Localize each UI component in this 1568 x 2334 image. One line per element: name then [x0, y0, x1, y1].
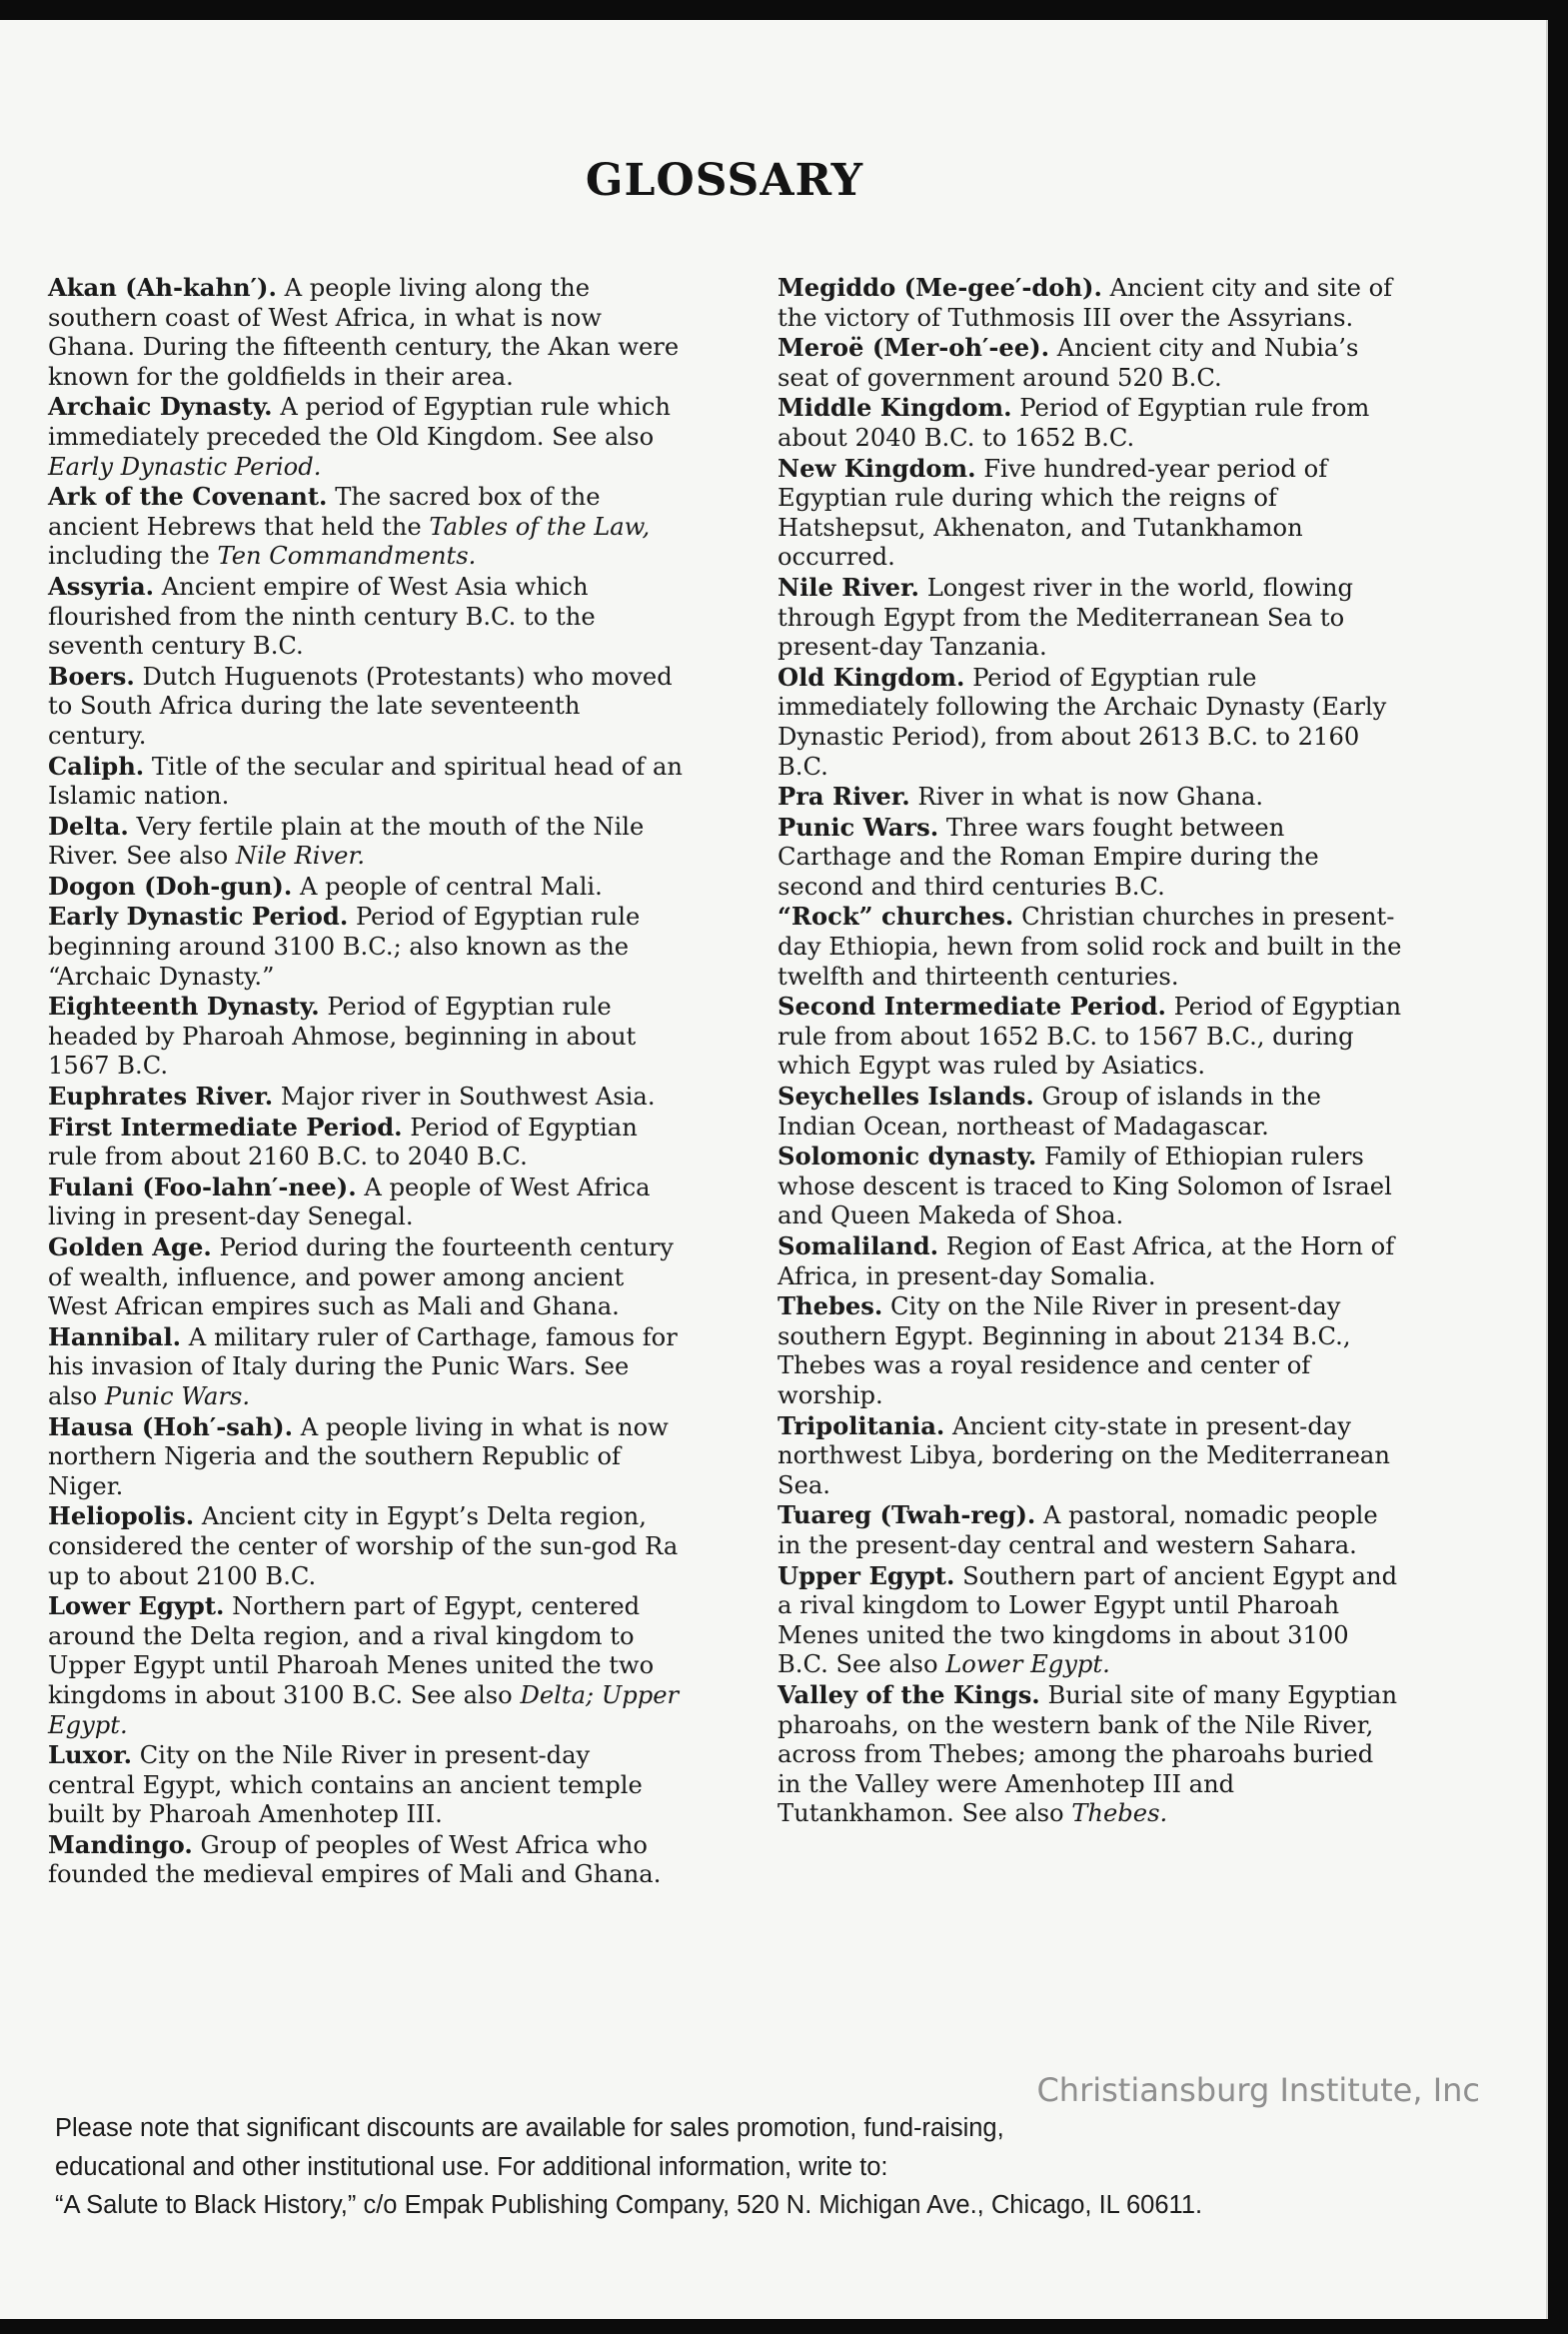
glossary-term: Ark of the Covenant. — [48, 482, 328, 512]
glossary-term: Caliph. — [48, 751, 145, 781]
glossary-definition: Ancient city and site of the victory of Tuthmosis III over the Assyrians. — [778, 274, 1393, 332]
glossary-term: Akan (Ah-kahn′). — [48, 273, 277, 302]
glossary-page — [0, 20, 1548, 2319]
glossary-cross-reference: Delta; Upper Egypt. — [48, 1680, 680, 1739]
glossary-entry — [48, 812, 683, 872]
glossary-term: Euphrates River. — [48, 1082, 274, 1112]
glossary-term: Delta. — [48, 811, 129, 841]
glossary-entry — [778, 1500, 1402, 1560]
glossary-definition: Period of Egyptian rule from about 1652 B.C. to 1567 B.C., during which Egypt was ruled by Asiatics. — [778, 993, 1402, 1081]
glossary-entry — [48, 1501, 683, 1591]
glossary-term: Solomonic dynasty. — [778, 1142, 1037, 1171]
glossary-cross-reference: Nile River. — [235, 842, 366, 871]
glossary-definition: Northern part of Egypt, centered around the Delta region, and a rival kingdom to Upper Egypt until Pharoah Menes united the two kingdoms in about 3100 B.C. See also — [48, 1592, 655, 1709]
glossary-entry — [778, 1680, 1402, 1829]
glossary-entry — [48, 482, 683, 572]
glossary-definition: City on the Nile River in present-day southern Egypt. Beginning in about 2134 B.C., Thebes was a royal residence and center of worship. — [778, 1292, 1351, 1409]
glossary-term: Megiddo (Me-gee′-doh). — [778, 273, 1102, 302]
glossary-term: Archaic Dynasty. — [48, 392, 273, 422]
publisher-note — [55, 2109, 1504, 2225]
glossary-definition: Period of Egyptian rule beginning around 3100 B.C.; also known as the “Archaic Dynasty.” — [48, 903, 641, 991]
glossary-entry — [48, 992, 683, 1082]
glossary-term: Fulani (Foo-lahn′-nee). — [48, 1171, 357, 1201]
glossary-definition: Dutch Huguenots (Protestants) who moved to South Africa during the late seventeenth century. — [48, 662, 673, 750]
glossary-definition: A people living in what is now northern Nigeria and the southern Republic of Niger. — [48, 1412, 669, 1500]
glossary-entry — [778, 1082, 1402, 1142]
glossary-term: Early Dynastic Period. — [48, 902, 349, 932]
glossary-column-right — [778, 273, 1402, 1829]
glossary-term: Middle Kingdom. — [778, 393, 1012, 423]
glossary-term: Punic Wars. — [778, 812, 939, 842]
glossary-definition: Group of peoples of West Africa who founded the medieval empires of Mali and Ghana. — [48, 1830, 662, 1889]
glossary-term: New Kingdom. — [778, 453, 976, 483]
glossary-entry — [778, 1142, 1402, 1231]
glossary-entry — [778, 902, 1402, 992]
glossary-definition: Period during the fourteenth century of wealth, influence, and power among ancient West African empires such as Mali and Ghana. — [48, 1233, 674, 1321]
glossary-definition: Major river in Southwest Asia. — [280, 1083, 656, 1112]
glossary-cross-reference: Thebes. — [1071, 1799, 1168, 1828]
glossary-cross-reference: Punic Wars. — [104, 1381, 251, 1410]
glossary-entry — [778, 333, 1402, 393]
glossary-term: Upper Egypt. — [778, 1560, 955, 1590]
glossary-definition: Group of islands in the Indian Ocean, northeast of Madagascar. — [778, 1083, 1321, 1141]
glossary-definition: Christian churches in present-day Ethiopia, hewn from solid rock and built in the twelfth and thirteenth centuries. — [778, 903, 1402, 991]
glossary-definition: Ancient city and Nubia’s seat of government around 520 B.C. — [778, 334, 1359, 392]
glossary-entry — [48, 902, 683, 992]
glossary-entry — [48, 752, 683, 812]
glossary-definition: Period of Egyptian rule from about 2160 B.C. to 2040 B.C. — [48, 1113, 638, 1171]
glossary-entry — [778, 573, 1402, 663]
glossary-definition: Very fertile plain at the mouth of the Nile River. See also — [48, 812, 645, 871]
glossary-definition: City on the Nile River in present-day central Egypt, which contains an ancient temple built by Pharoah Amenhotep III. — [48, 1741, 643, 1829]
glossary-entry — [48, 662, 683, 752]
glossary-entry — [778, 1231, 1402, 1291]
watermark: Christiansburg Institute, Inc — [1036, 2071, 1480, 2109]
glossary-entry — [778, 782, 1402, 813]
glossary-definition: Period of Egyptian rule headed by Pharoah Ahmose, beginning in about 1567 B.C. — [48, 993, 637, 1081]
glossary-entry — [48, 572, 683, 662]
glossary-entry — [48, 1322, 683, 1412]
glossary-definition: Period of Egyptian rule from about 2040 B.C. to 1652 B.C. — [778, 394, 1370, 452]
glossary-term: Lower Egypt. — [48, 1591, 225, 1621]
glossary-definition: A period of Egyptian rule which immediately preceded the Old Kingdom. See also — [48, 393, 671, 451]
publisher-address: “A Salute to Black History,” c/o Empak Publishing Company, 520 N. Michigan Ave., Chicago, IL 60611. — [55, 2191, 1203, 2219]
glossary-entry — [778, 813, 1402, 903]
glossary-definition: Southern part of ancient Egypt and a rival kingdom to Lower Egypt until Pharoah Menes united the two kingdoms in about 3100 B.C. See also — [778, 1561, 1398, 1679]
glossary-definition: A military ruler of Carthage, famous for his invasion of Italy during the Punic Wars. See also — [48, 1322, 678, 1410]
glossary-entry — [48, 1172, 683, 1232]
glossary-cross-reference: Ten Commandments. — [217, 542, 477, 571]
glossary-entry — [48, 273, 683, 392]
glossary-term: Pra River. — [778, 782, 910, 812]
glossary-term: Eighteenth Dynasty. — [48, 992, 320, 1022]
glossary-definition: Three wars fought between Carthage and the Roman Empire during the second and third centuries B.C. — [778, 813, 1319, 901]
glossary-entry — [778, 1411, 1402, 1501]
glossary-cross-reference: Tables of the Law, — [429, 512, 651, 541]
glossary-entry — [48, 1232, 683, 1322]
glossary-term: Golden Age. — [48, 1232, 212, 1261]
glossary-definition: A pastoral, nomadic people in the present-day central and western Sahara. — [778, 1501, 1378, 1559]
glossary-entry — [778, 393, 1402, 453]
glossary-definition: Title of the secular and spiritual head of an Islamic nation. — [48, 752, 683, 811]
glossary-definition: Period of Egyptian rule immediately following the Archaic Dynasty (Early Dynastic Period), from about 2613 B.C. to 2160 B.C. — [778, 663, 1387, 781]
glossary-entry — [778, 1561, 1402, 1680]
glossary-entry — [48, 1082, 683, 1113]
glossary-term: Tuareg (Twah-reg). — [778, 1500, 1036, 1530]
glossary-entry — [778, 663, 1402, 782]
glossary-term: Meroë (Mer-oh′-ee). — [778, 333, 1050, 363]
glossary-cross-reference: Lower Egypt. — [945, 1650, 1110, 1679]
glossary-term: Hannibal. — [48, 1321, 182, 1351]
glossary-definition: Region of East Africa, at the Horn of Africa, in present-day Somalia. — [778, 1232, 1395, 1290]
glossary-term: First Intermediate Period. — [48, 1112, 403, 1142]
glossary-term: Assyria. — [48, 571, 155, 601]
glossary-term: Thebes. — [778, 1291, 883, 1321]
glossary-definition: including the — [48, 542, 218, 571]
glossary-entry — [778, 992, 1402, 1082]
glossary-definition: Ancient empire of West Asia which flourished from the ninth century B.C. to the seventh century B.C. — [48, 572, 596, 661]
glossary-definition: Five hundred-year period of Egyptian rule during which the reigns of Hatshepsut, Akhenaton, and Tutankhamon occurred. — [778, 454, 1328, 572]
glossary-term: Nile River. — [778, 572, 919, 602]
publisher-note-line: Please note that significant discounts are available for sales promotion, fund-raising, — [55, 2114, 1004, 2142]
glossary-entry — [778, 1291, 1402, 1410]
glossary-entry — [48, 392, 683, 482]
glossary-definition: A people living along the southern coast of West Africa, in what is now Ghana. During the fifteenth century, the Akan were known for the goldfields in their area. — [48, 274, 680, 391]
glossary-entry — [48, 1740, 683, 1830]
glossary-term: Old Kingdom. — [778, 662, 965, 692]
glossary-definition: Longest river in the world, flowing through Egypt from the Mediterranean Sea to present-day Tanzania. — [778, 573, 1353, 662]
glossary-entry — [48, 872, 683, 903]
glossary-term: Somaliland. — [778, 1231, 939, 1260]
page-title: GLOSSARY — [585, 155, 864, 206]
glossary-term: Hausa (Hoh′-sah). — [48, 1411, 293, 1441]
glossary-term: Heliopolis. — [48, 1501, 195, 1531]
glossary-definition: The sacred box of the ancient Hebrews that held the — [48, 483, 601, 541]
glossary-definition: Ancient city-state in present-day northwest Libya, bordering on the Mediterranean Sea. — [778, 1411, 1390, 1499]
glossary-entry — [48, 1830, 683, 1890]
glossary-definition: River in what is now Ghana. — [917, 783, 1264, 812]
glossary-term: Mandingo. — [48, 1829, 193, 1859]
glossary-definition: Burial site of many Egyptian pharoahs, on the western bank of the Nile River, across from Thebes; among the pharoahs buried in the Valley were Amenhotep III and Tutankhamon. See also — [778, 1680, 1398, 1828]
publisher-note-line: educational and other institutional use. For additional information, write to: — [55, 2152, 888, 2181]
glossary-entry — [48, 1591, 683, 1740]
glossary-definition: Family of Ethiopian rulers whose descent is traced to King Solomon of Israel and Queen Makeda of Shoa. — [778, 1143, 1392, 1230]
glossary-column-left — [48, 273, 683, 1890]
glossary-entry — [778, 454, 1402, 573]
glossary-term: Seychelles Islands. — [778, 1082, 1034, 1112]
glossary-entry — [48, 1113, 683, 1172]
glossary-cross-reference: Early Dynastic Period. — [48, 452, 322, 481]
glossary-entry — [48, 1412, 683, 1502]
glossary-definition: A people of central Mali. — [300, 872, 603, 901]
glossary-term: Boers. — [48, 661, 135, 691]
glossary-term: Second Intermediate Period. — [778, 992, 1166, 1022]
glossary-definition: Ancient city in Egypt’s Delta region, considered the center of worship of the sun-god Ra up to about 2100 B.C. — [48, 1502, 679, 1590]
glossary-term: Dogon (Doh-gun). — [48, 871, 293, 901]
glossary-term: Luxor. — [48, 1740, 133, 1770]
glossary-term: Valley of the Kings. — [778, 1679, 1040, 1709]
glossary-term: Tripolitania. — [778, 1410, 945, 1440]
glossary-entry — [778, 273, 1402, 333]
glossary-definition: A people of West Africa living in present-day Senegal. — [48, 1172, 651, 1231]
glossary-term: “Rock” churches. — [778, 902, 1014, 932]
